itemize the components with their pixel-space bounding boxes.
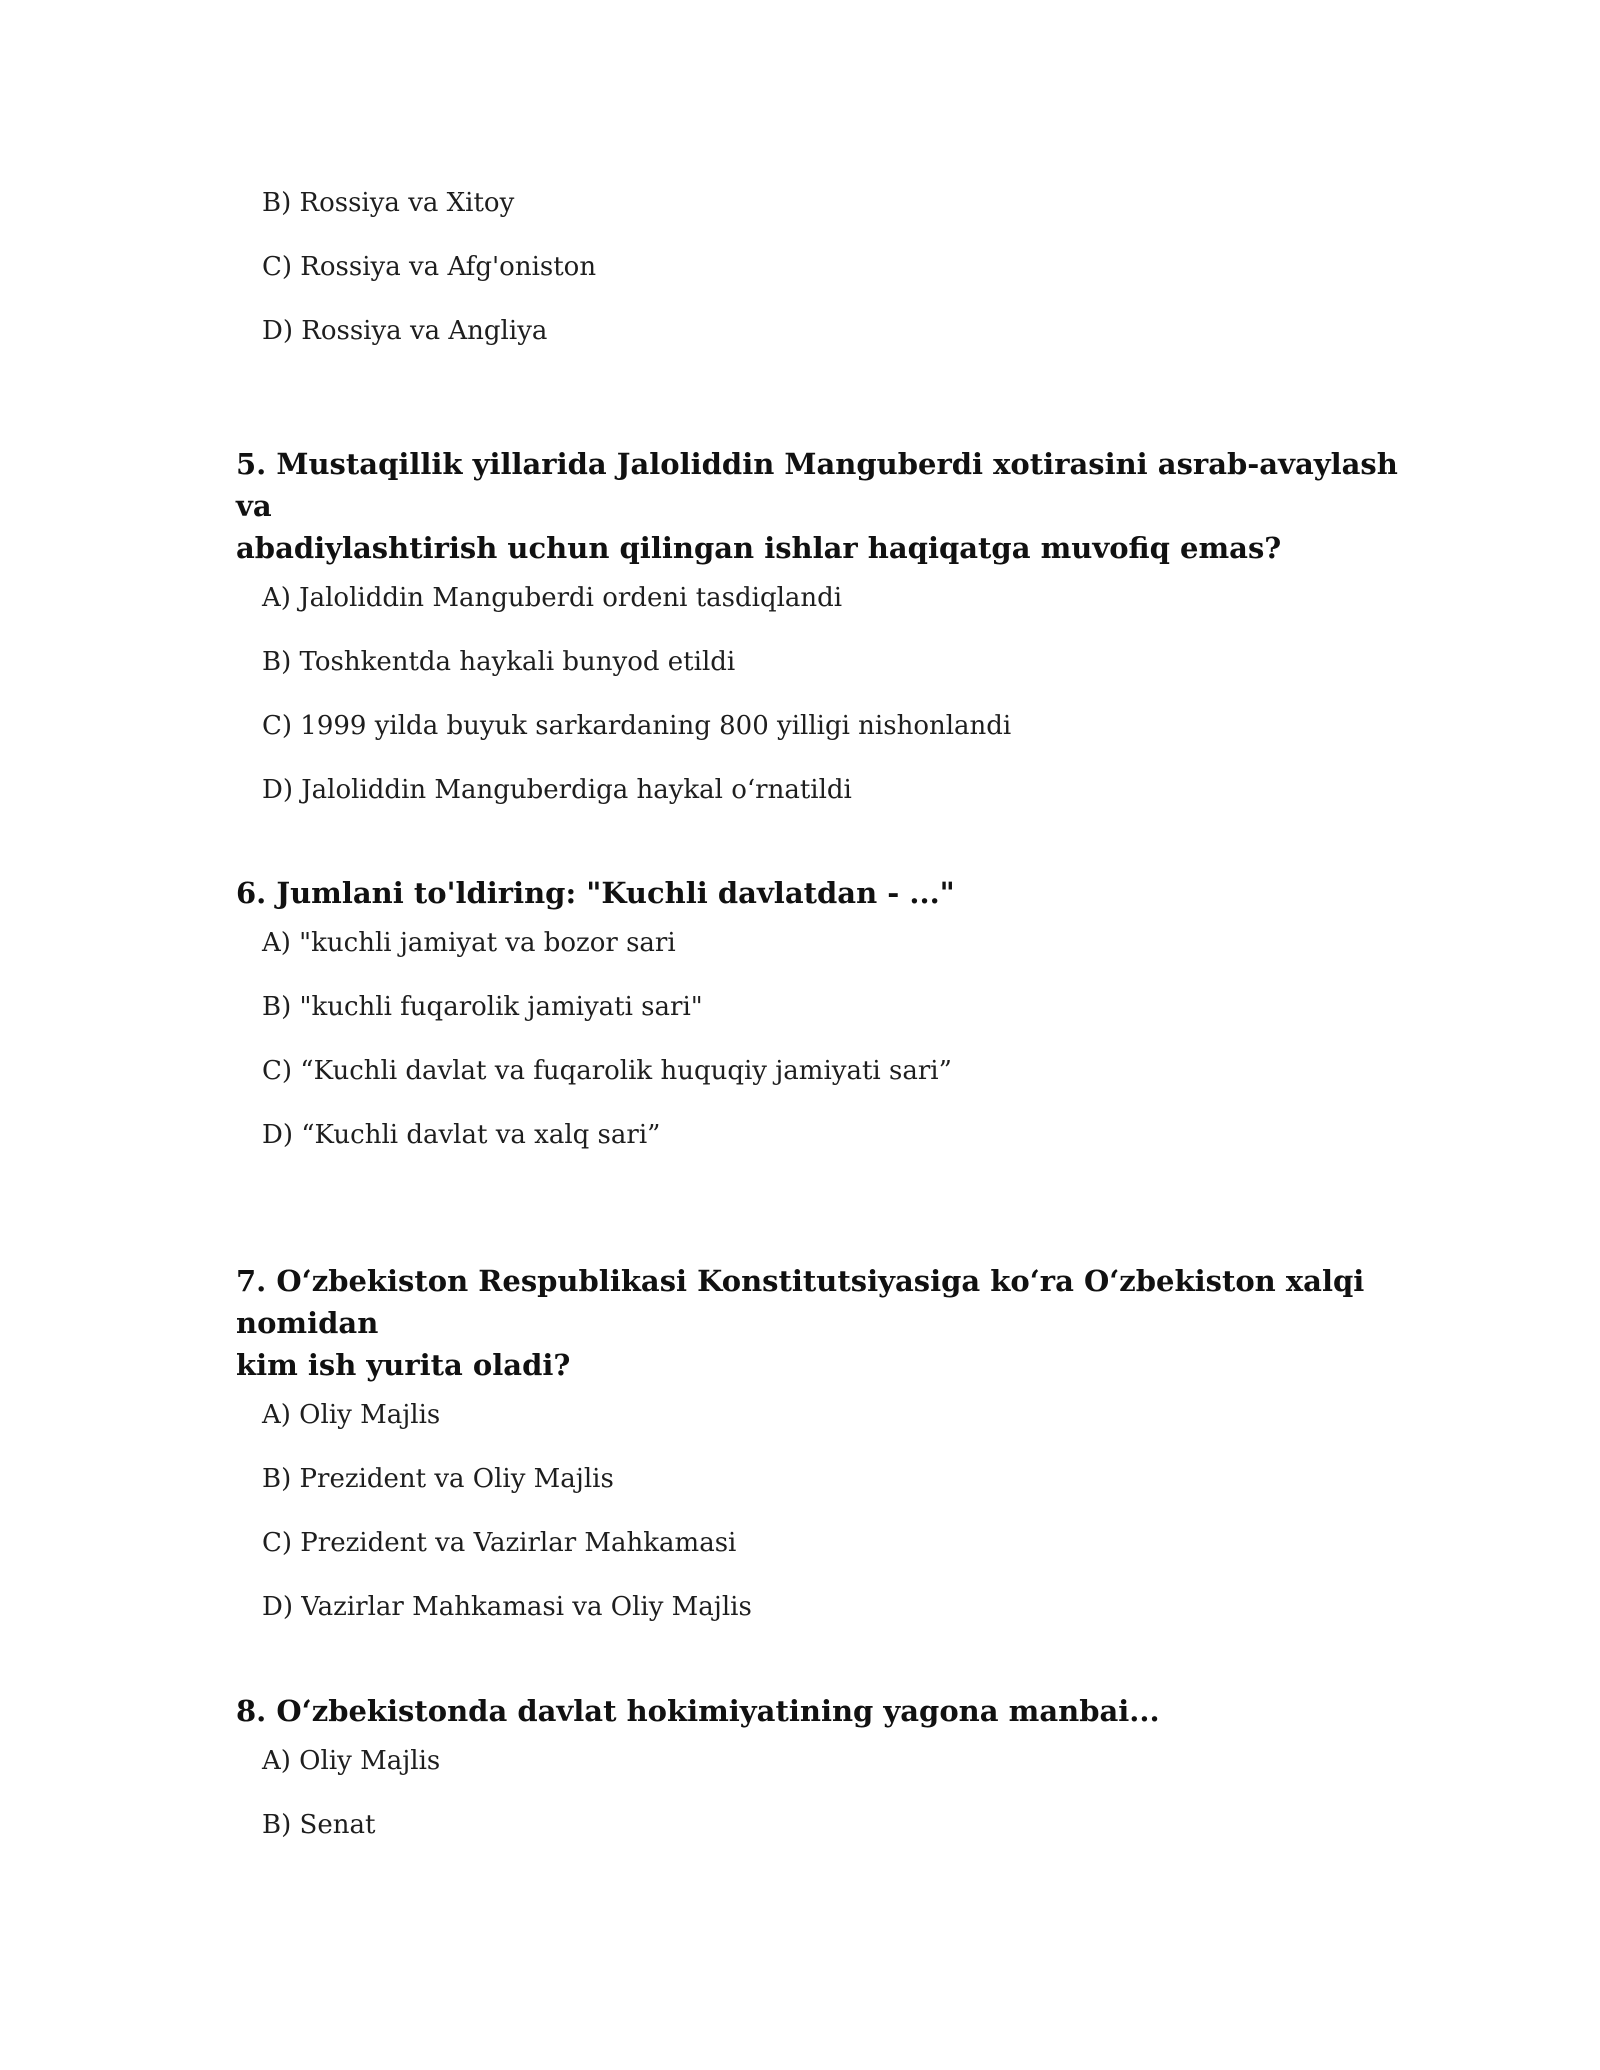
question-6-option-c: C) “Kuchli davlat va fuqarolik huquqiy jamiyati sari” <box>262 1056 952 1086</box>
question-5-option-b: B) Toshkentda haykali bunyod etildi <box>262 647 736 677</box>
question-6-option-d: D) “Kuchli davlat va xalq sari” <box>262 1120 661 1150</box>
question-6-title: 6. Jumlani to'ldiring: "Kuchli davlatdan - ..." <box>236 876 955 910</box>
question-6-option-b: B) "kuchli fuqarolik jamiyati sari" <box>262 992 703 1022</box>
question-4-option-b: B) Rossiya va Xitoy <box>262 188 515 218</box>
question-8-option-a: A) Oliy Majlis <box>262 1746 441 1776</box>
question-7-block <box>236 1260 1416 1654</box>
question-5-block <box>236 443 1416 837</box>
question-5-option-a: A) Jaloliddin Manguberdi ordeni tasdiqlandi <box>262 583 843 613</box>
question-7-option-b: B) Prezident va Oliy Majlis <box>262 1464 614 1494</box>
question-7-title <box>236 1260 1416 1386</box>
question-5-title-line1: 5. Mustaqillik yillarida Jaloliddin Manguberdi xotirasini asrab-avaylash va <box>236 447 1398 523</box>
question-7-title-line2: kim ish yurita oladi? <box>236 1348 571 1382</box>
question-8-block <box>236 1690 1416 1872</box>
question-5-title <box>236 443 1416 569</box>
question-7-option-a: A) Oliy Majlis <box>262 1400 441 1430</box>
question-4-option-d: D) Rossiya va Angliya <box>262 316 548 346</box>
question-5-option-d: D) Jaloliddin Manguberdiga haykal o‘rnatildi <box>262 775 852 805</box>
question-7-option-c: C) Prezident va Vazirlar Mahkamasi <box>262 1528 737 1558</box>
question-6-option-a: A) "kuchli jamiyat va bozor sari <box>262 928 676 958</box>
question-6-block <box>236 872 1416 1182</box>
question-8-title: 8. O‘zbekistonda davlat hokimiyatining yagona manbai... <box>236 1694 1160 1728</box>
question-5-title-line2: abadiylashtirish uchun qilingan ishlar haqiqatga muvofiq emas? <box>236 531 1282 565</box>
question-7-option-d: D) Vazirlar Mahkamasi va Oliy Majlis <box>262 1592 752 1622</box>
question-5-option-c: C) 1999 yilda buyuk sarkardaning 800 yilligi nishonlandi <box>262 711 1012 741</box>
question-4-block <box>236 186 1416 378</box>
question-8-option-b: B) Senat <box>262 1810 376 1840</box>
question-7-title-line1: 7. O‘zbekiston Respublikasi Konstitutsiyasiga ko‘ra O‘zbekiston xalqi nomidan <box>236 1264 1365 1340</box>
question-4-option-c: C) Rossiya va Afg'oniston <box>262 252 597 282</box>
